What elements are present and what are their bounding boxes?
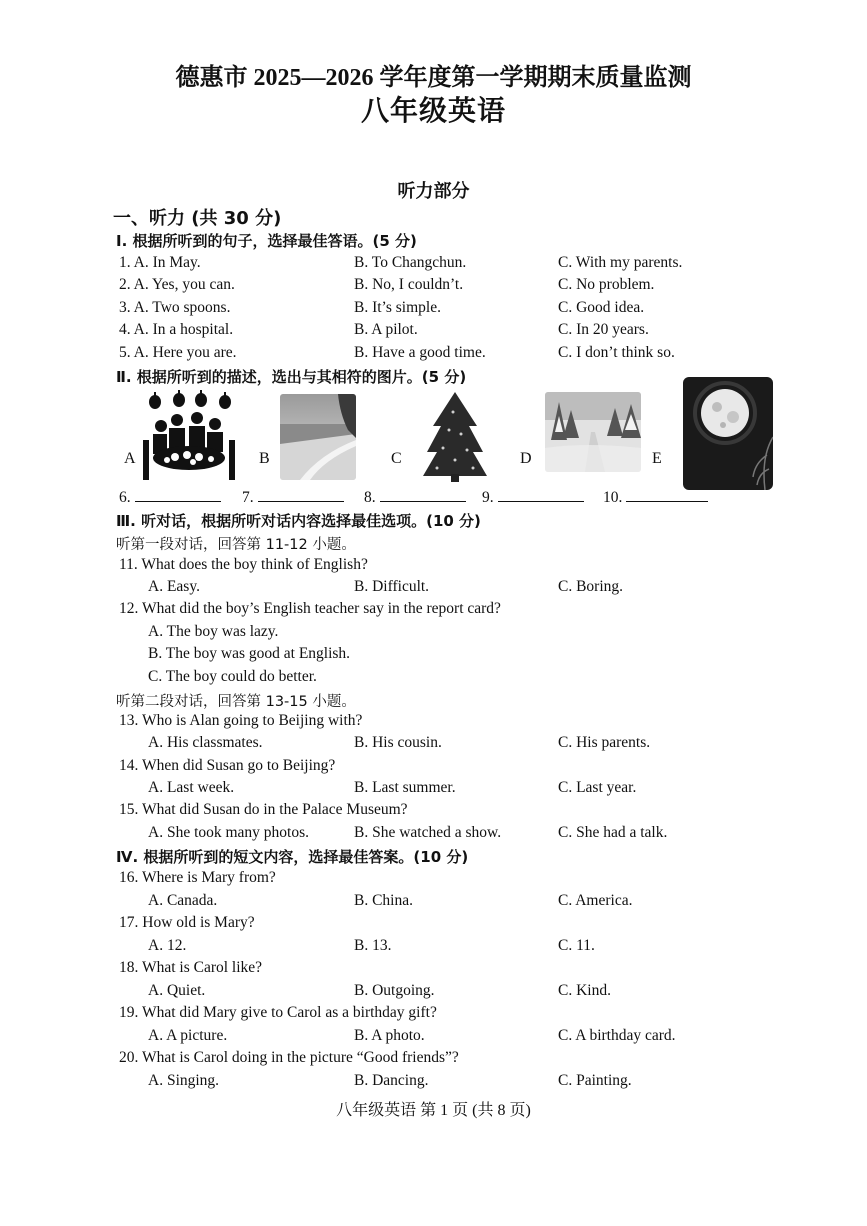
q1-option-a: 1. A. In May. (119, 254, 201, 271)
picture-c-label: C (391, 450, 402, 467)
blank-6-number: 6. (119, 489, 131, 506)
q11-option-a: A. Easy. (148, 578, 200, 595)
q3-option-b: B. It’s simple. (354, 299, 441, 316)
blank-9-number: 9. (482, 489, 494, 506)
part-heading: 听力部分 (397, 181, 470, 201)
picture-a-label: A (124, 450, 136, 467)
q18-option-a: A. Quiet. (148, 982, 206, 999)
q19-option-c: C. A birthday card. (558, 1027, 676, 1044)
q14-option-c: C. Last year. (558, 779, 637, 796)
page-footer: 八年级英语 第 1 页 (共 8 页) (336, 1102, 531, 1119)
q5-option-b: B. Have a good time. (354, 344, 486, 361)
q14-question: 14. When did Susan go to Beijing? (119, 757, 336, 774)
q17-question: 17. How old is Mary? (119, 914, 255, 931)
snow-road-icon (545, 392, 641, 472)
q16-option-b: B. China. (354, 892, 413, 909)
q16-question: 16. Where is Mary from? (119, 869, 276, 886)
family-dinner-icon (139, 390, 239, 482)
q11-option-b: B. Difficult. (354, 578, 430, 595)
q12-option-c: C. The boy could do better. (148, 668, 317, 685)
q12-option-b: B. The boy was good at English. (148, 645, 351, 662)
part4-title: Ⅳ. 根据所听到的短文内容，选择最佳答案。(10 分) (116, 848, 469, 866)
q19-option-b: B. A photo. (354, 1027, 425, 1044)
blank-8-number: 8. (364, 489, 376, 506)
q19-question: 19. What did Mary give to Carol as a birthday gift? (119, 1004, 437, 1021)
blank-7[interactable] (242, 487, 344, 507)
picture-e-label: E (652, 450, 662, 467)
q14-option-b: B. Last summer. (354, 779, 456, 796)
exam-title: 德惠市 2025—2026 学年度第一学期期末质量监测 (175, 65, 692, 91)
q20-option-c: C. Painting. (558, 1072, 632, 1089)
q11-option-c: C. Boring. (558, 578, 624, 595)
q5-option-c: C. I don’t think so. (558, 344, 675, 361)
q11-question: 11. What does the boy think of English? (119, 556, 368, 573)
q14-option-a: A. Last week. (148, 779, 235, 796)
q3-option-c: C. Good idea. (558, 299, 645, 316)
picture-d-label: D (520, 450, 532, 467)
q4-option-b: B. A pilot. (354, 321, 418, 338)
q15-option-a: A. She took many photos. (148, 824, 310, 841)
part1-title: Ⅰ. 根据所听到的句子，选择最佳答语。(5 分) (116, 232, 417, 250)
dialog2-instruction: 听第二段对话，回答第 13-15 小题。 (116, 694, 356, 710)
q13-option-a: A. His classmates. (148, 734, 263, 751)
full-moon-icon (683, 377, 773, 490)
q2-option-a: 2. A. Yes, you can. (119, 276, 235, 293)
q17-option-b: B. 13. (354, 937, 392, 954)
section-title: 一、听力 (共 30 分) (113, 208, 282, 229)
q13-option-b: B. His cousin. (354, 734, 442, 751)
blank-8[interactable] (364, 487, 466, 507)
q20-question: 20. What is Carol doing in the picture “Good friends”? (119, 1049, 459, 1066)
q20-option-a: A. Singing. (148, 1072, 220, 1089)
q16-option-a: A. Canada. (148, 892, 218, 909)
q15-question: 15. What did Susan do in the Palace Museum? (119, 801, 408, 818)
blank-6[interactable] (119, 487, 221, 507)
blank-7-number: 7. (242, 489, 254, 506)
q2-option-b: B. No, I couldn’t. (354, 276, 464, 293)
q12-option-a: A. The boy was lazy. (148, 623, 279, 640)
blank-10[interactable] (603, 487, 708, 507)
picture-b-label: B (259, 450, 270, 467)
q18-option-b: B. Outgoing. (354, 982, 435, 999)
q15-option-c: C. She had a talk. (558, 824, 668, 841)
q18-option-c: C. Kind. (558, 982, 611, 999)
part2-title: Ⅱ. 根据所听到的描述，选出与其相符的图片。(5 分) (116, 368, 467, 386)
q1-option-c: C. With my parents. (558, 254, 683, 271)
beach-icon (280, 394, 356, 480)
q3-option-a: 3. A. Two spoons. (119, 299, 231, 316)
q12-question: 12. What did the boy’s English teacher say in the report card? (119, 600, 501, 617)
q13-option-c: C. His parents. (558, 734, 651, 751)
dialog1-instruction: 听第一段对话，回答第 11-12 小题。 (116, 537, 356, 553)
q15-option-b: B. She watched a show. (354, 824, 502, 841)
q18-question: 18. What is Carol like? (119, 959, 263, 976)
q13-question: 13. Who is Alan going to Beijing with? (119, 712, 363, 729)
exam-subject: 八年级英语 (360, 96, 506, 127)
q4-option-c: C. In 20 years. (558, 321, 649, 338)
q19-option-a: A. A picture. (148, 1027, 228, 1044)
christmas-tree-icon (423, 390, 487, 482)
q16-option-c: C. America. (558, 892, 633, 909)
q4-option-a: 4. A. In a hospital. (119, 321, 234, 338)
q5-option-a: 5. A. Here you are. (119, 344, 237, 361)
q20-option-b: B. Dancing. (354, 1072, 429, 1089)
q2-option-c: C. No problem. (558, 276, 655, 293)
blank-10-number: 10. (603, 489, 623, 506)
q1-option-b: B. To Changchun. (354, 254, 467, 271)
q17-option-a: A. 12. (148, 937, 187, 954)
q17-option-c: C. 11. (558, 937, 595, 954)
blank-9[interactable] (482, 487, 584, 507)
part3-title: Ⅲ. 听对话，根据所听对话内容选择最佳选项。(10 分) (116, 512, 481, 530)
